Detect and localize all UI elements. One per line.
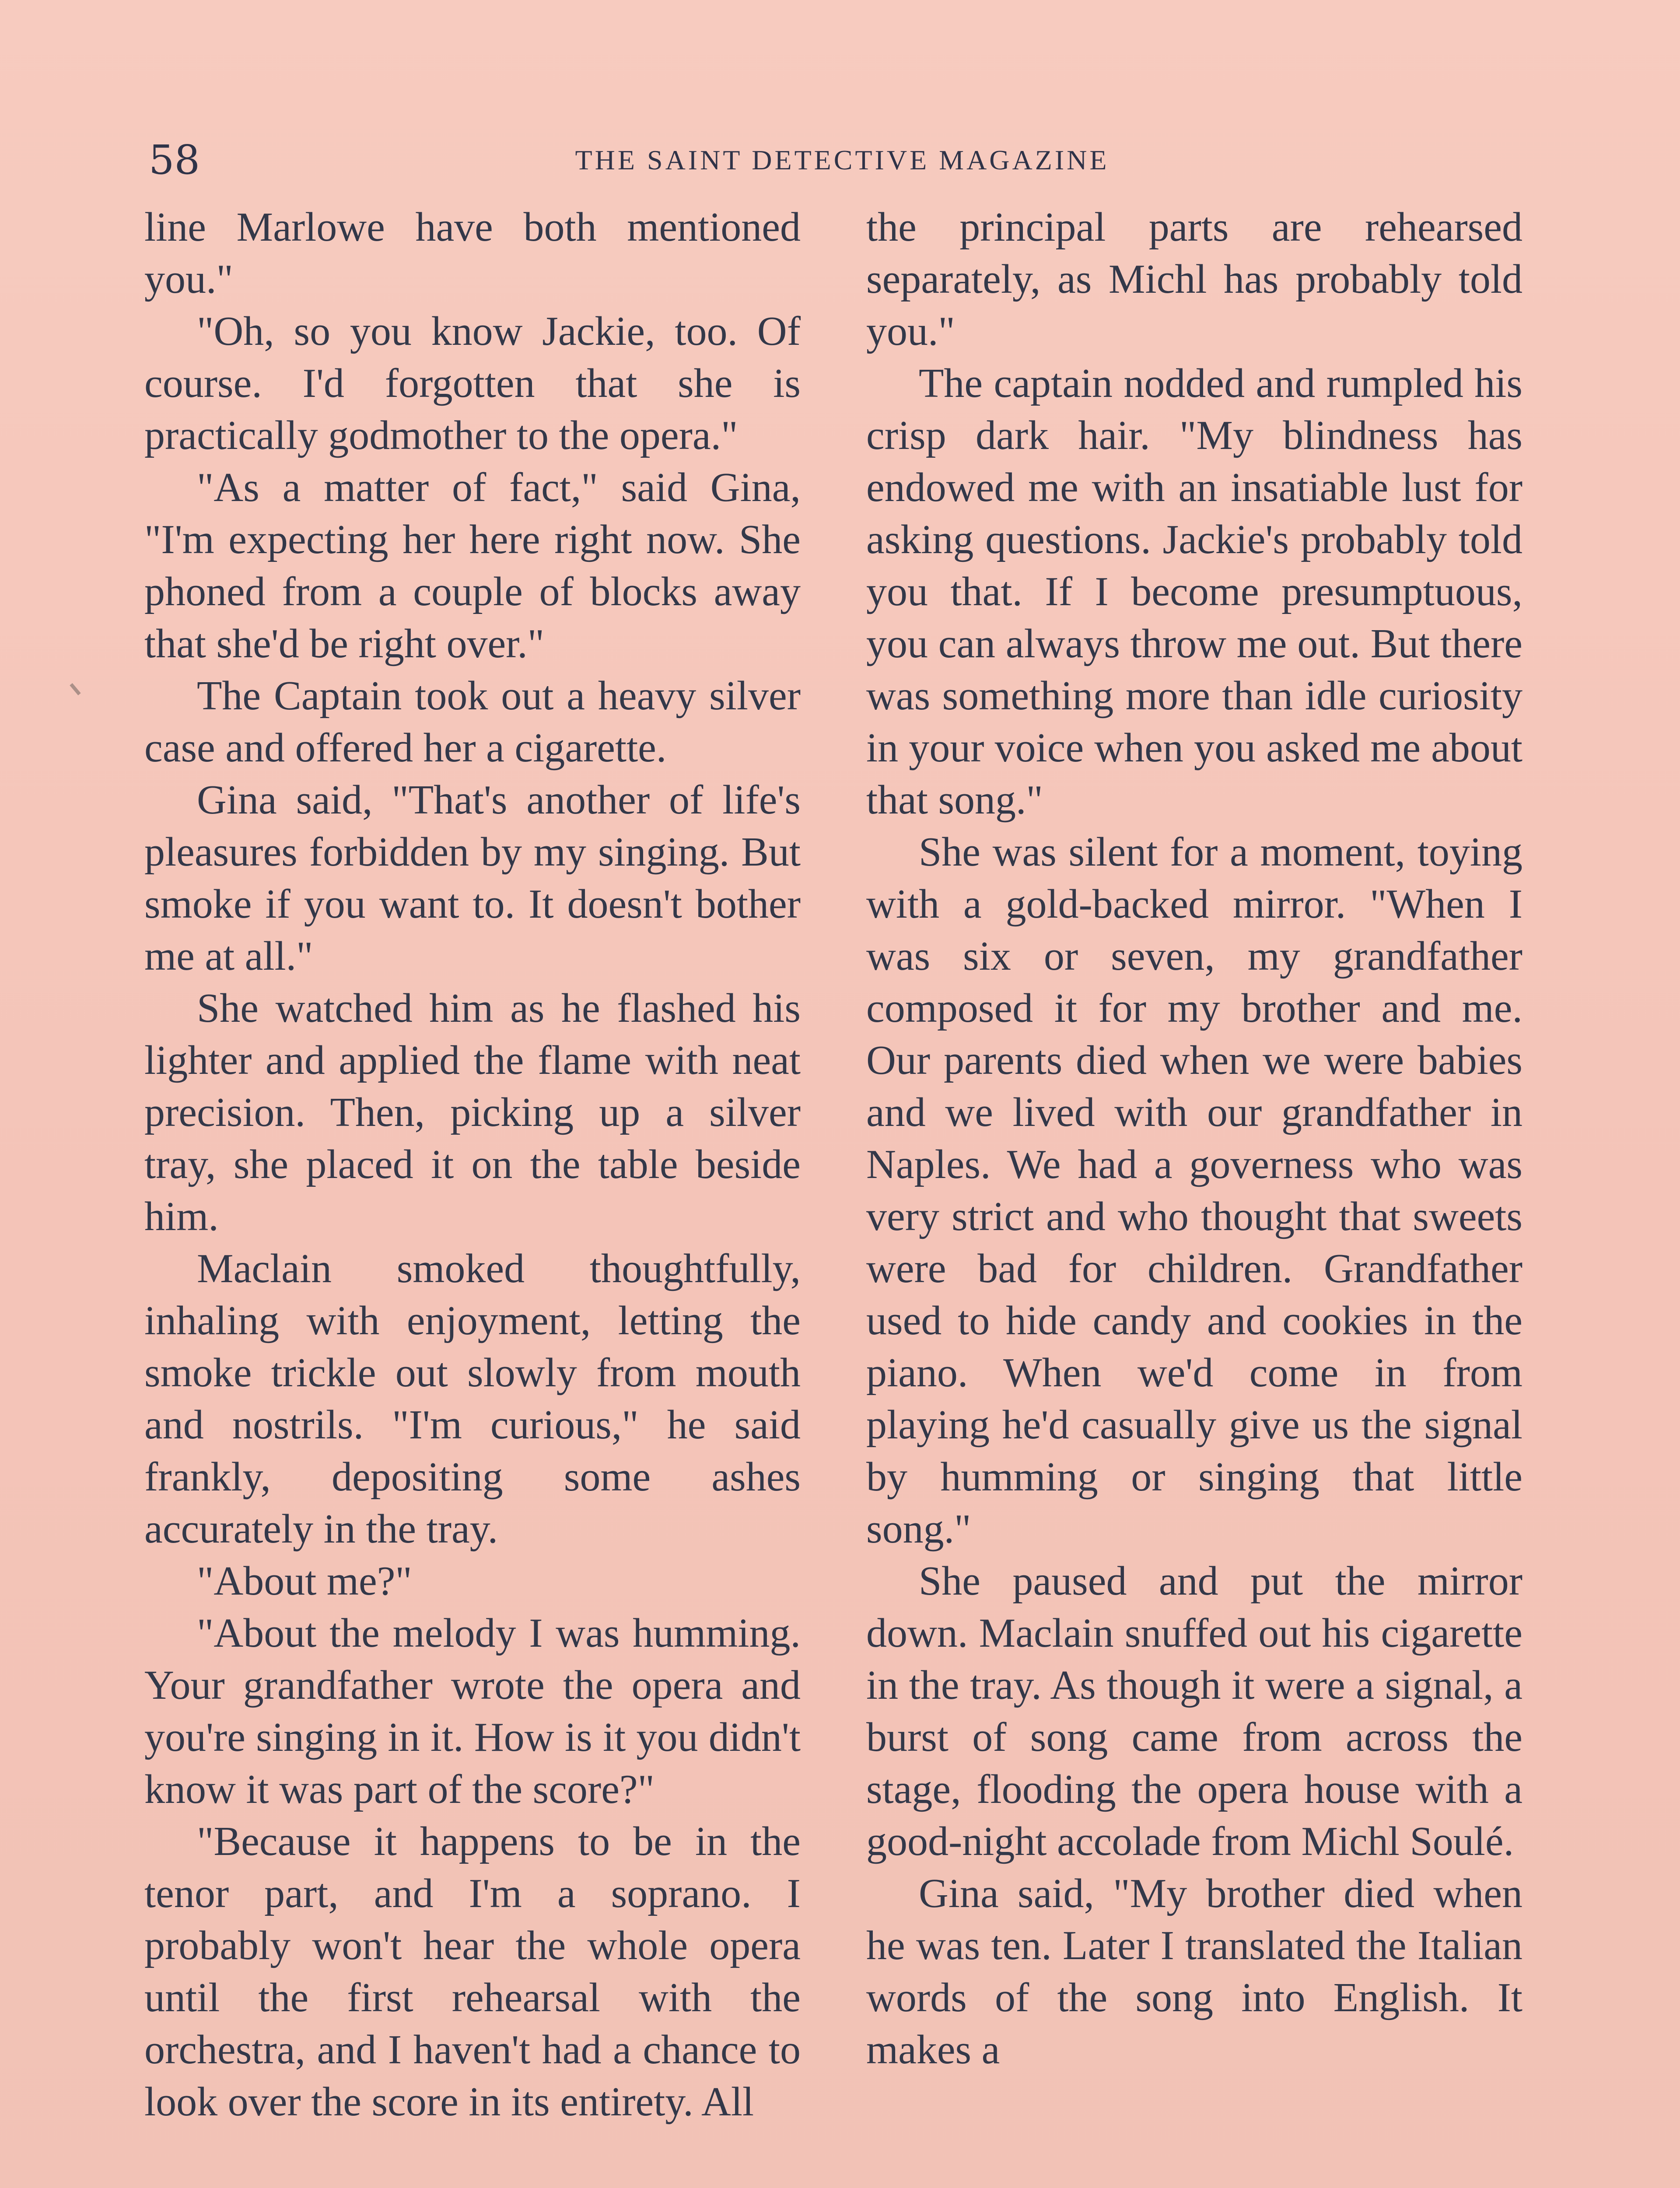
left-column [144,201,801,2128]
paragraph: She paused and put the mirror down. Maclain snuffed out his cigarette in the tray. As though it were a signal, a burst of song came from across the stage, flooding the opera house with a good-night accolade from Michl Soulé. [866,1558,1522,1864]
page-number: 58 [149,137,200,183]
paragraph: "As a matter of fact," said Gina, "I'm expecting her here right now. She phoned from a couple of blocks away that she'd be right over." [144,465,801,666]
paragraph: The captain nodded and rumpled his crisp dark hair. "My blindness has endowed me with an insatiable lust for asking questions. Jackie's probably told you that. If I become presumptuous, you can always throw me out. But there was something more than idle curiosity in your voice when you asked me about that song." [866,361,1522,823]
text-columns [144,201,1536,2188]
print-speck [70,683,80,695]
running-head: THE SAINT DETECTIVE MAGAZINE [575,144,1110,175]
paragraph: The Captain took out a heavy silver case and offered her a cigarette. [144,673,801,771]
paragraph: She was silent for a moment, toying with a gold-backed mirror. "When I was six or seven, my grandfather composed it for my brother and me. Our parents died when we were babies and we lived with our grandfather in Naples. We had a governess who was very strict and who thought that sweets were bad for children. Grandfather used to hide candy and cookies in the piano. When we'd come in from playing he'd casually give us the signal by humming or singing that little song." [866,829,1522,1552]
paragraph: She watched him as he flashed his lighter and applied the flame with neat precision. Then, picking up a silver tray, she placed it on the table beside him. [144,985,801,1239]
paragraph: line Marlowe have both mentioned you." [144,204,801,302]
paragraph: "Because it happens to be in the tenor part, and I'm a soprano. I probably won't hear the whole opera until the first rehearsal with the orchestra, and I haven't had a chance to look over the score in its entirety. All [144,1819,801,2125]
paragraph: the principal parts are rehearsed separately, as Michl has probably told you." [866,204,1522,354]
right-column [866,201,1522,2076]
paragraph: "About the melody I was humming. Your grandfather wrote the opera and you're singing in it. How is it you didn't know it was part of the score?" [144,1610,801,1812]
paragraph: Maclain smoked thoughtfully, inhaling with enjoyment, letting the smoke trickle out slowly from mouth and nostrils. "I'm curious," he said frankly, depositing some ashes accurately in the tray. [144,1246,801,1552]
paragraph: "Oh, so you know Jackie, too. Of course. I'd forgotten that she is practically godmother to the opera." [144,309,801,458]
paragraph: Gina said, "My brother died when he was ten. Later I translated the Italian words of the song into English. It makes a [866,1871,1522,2072]
paragraph: "About me?" [197,1558,412,1604]
paragraph: Gina said, "That's another of life's pleasures forbidden by my singing. But smoke if you want to. It doesn't bother me at all." [144,777,801,979]
page-header [149,137,1536,193]
